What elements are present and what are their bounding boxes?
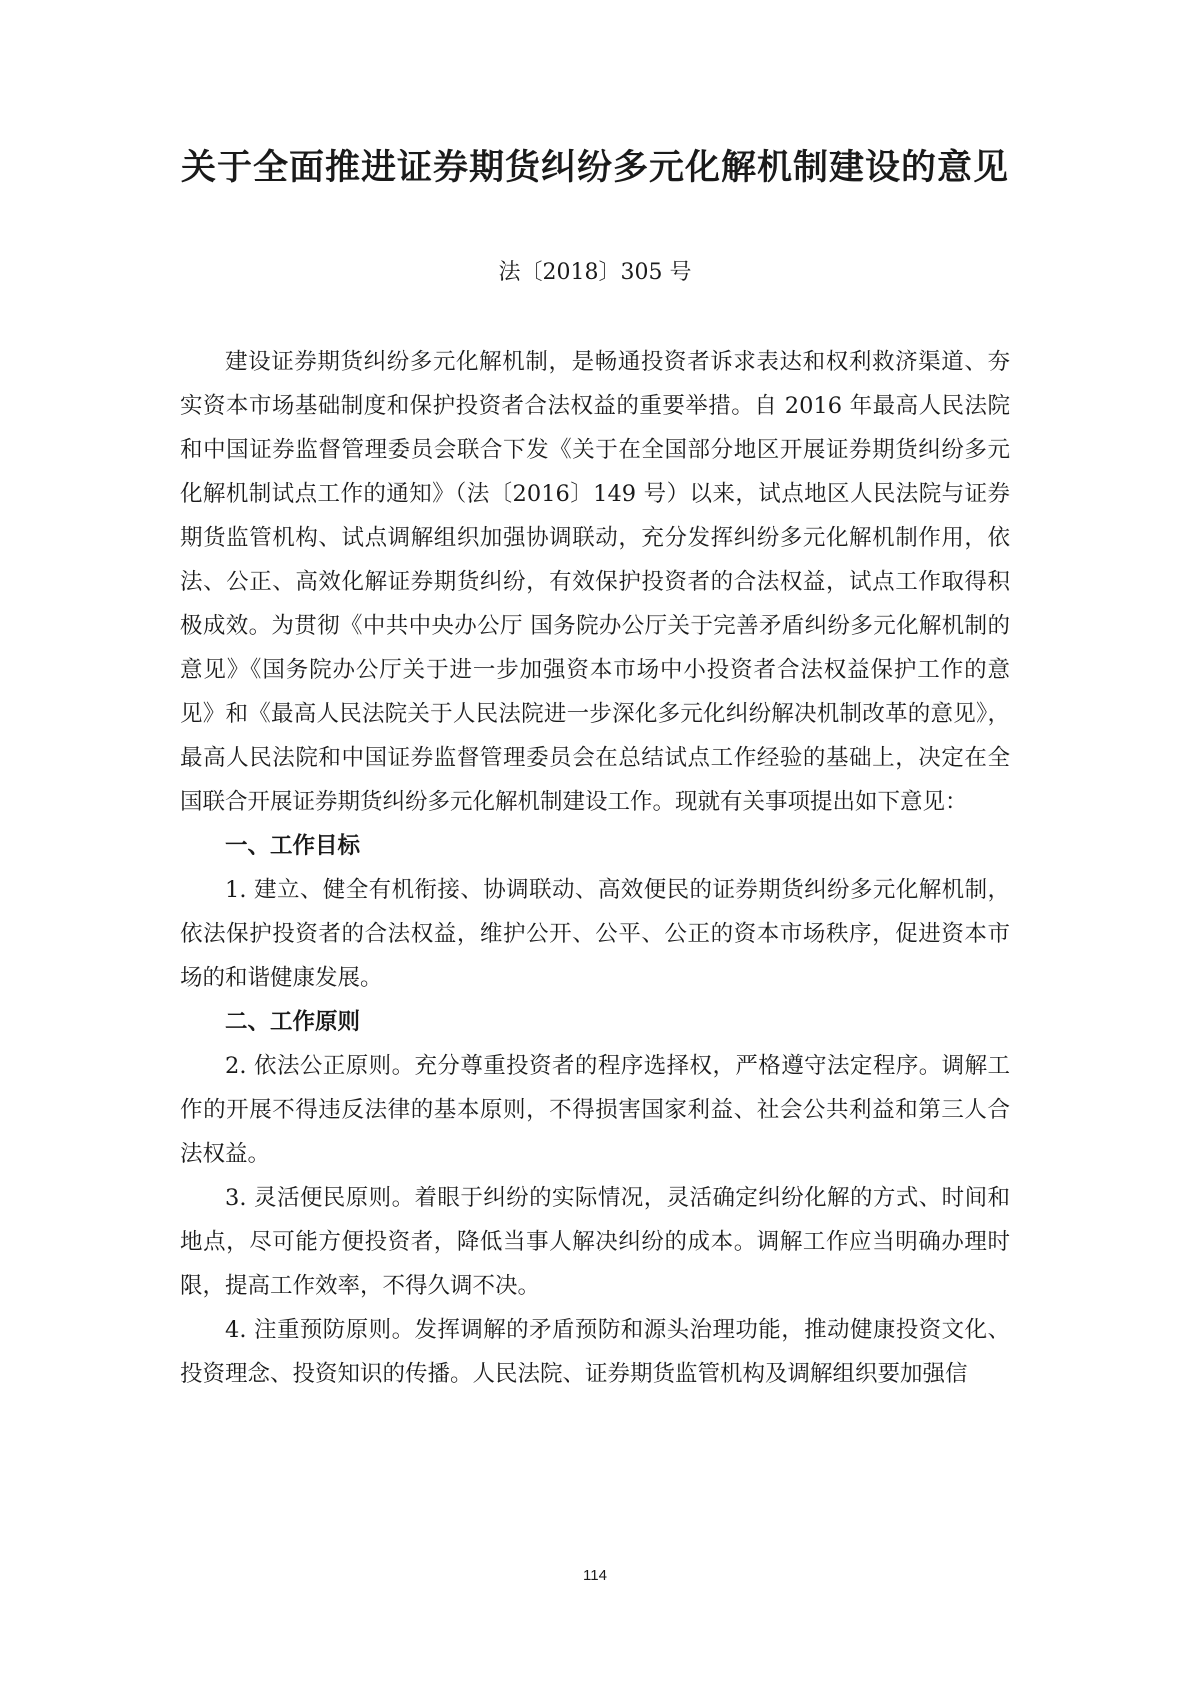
- item-4-paragraph: 4. 注重预防原则。发挥调解的矛盾预防和源头治理功能，推动健康投资文化、投资理念、投资知识的传播。人民法院、证券期货监管机构及调解组织要加强信: [180, 1317, 1010, 1387]
- document-number: 法〔2018〕305 号: [498, 260, 692, 285]
- item-3-paragraph: 3. 灵活便民原则。着眼于纠纷的实际情况，灵活确定纠纷化解的方式、时间和地点，尽可能方便投资者，降低当事人解决纠纷的成本。调解工作应当明确办理时限，提高工作效率，不得久调不决。: [180, 1185, 1010, 1299]
- intro-paragraph: 建设证券期货纠纷多元化解机制，是畅通投资者诉求表达和权利救济渠道、夯实资本市场基础制度和保护投资者合法权益的重要举措。自 2016 年最高人民法院和中国证券监督管理委员会联合下发《关于在全国部分地区开展证券期货纠纷多元化解机制试点工作的通知》（法〔2016〕149 号）以来，试点地区人民法院与证券期货监管机构、试点调解组织加强协调联动，充分发挥纠纷多元化解机制作用，依法、公正、高效化解证券期货纠纷，有效保护投资者的合法权益，试点工作取得积极成效。为贯彻《中共中央办公厅 国务院办公厅关于完善矛盾纠纷多元化解机制的意见》《国务院办公厅关于进一步加强资本市场中小投资者合法权益保护工作的意见》和《最高人民法院关于人民法院进一步深化多元化纠纷解决机制改革的意见》，最高人民法院和中国证券监督管理委员会在总结试点工作经验的基础上，决定在全国联合开展证券期货纠纷多元化解机制建设工作。现就有关事项提出如下意见：: [180, 349, 1010, 815]
- section-heading-principles: 二、工作原则: [225, 1009, 361, 1035]
- page-number: 114: [583, 1567, 607, 1584]
- page-title: 关于全面推进证券期货纠纷多元化解机制建设的意见: [180, 148, 1009, 188]
- item-1-paragraph: 1. 建立、健全有机衔接、协调联动、高效便民的证券期货纠纷多元化解机制，依法保护投资者的合法权益，维护公开、公平、公正的资本市场秩序，促进资本市场的和谐健康发展。: [180, 877, 1010, 991]
- document-body: [180, 340, 1010, 1396]
- item-2-paragraph: 2. 依法公正原则。充分尊重投资者的程序选择权，严格遵守法定程序。调解工作的开展不得违反法律的基本原则，不得损害国家利益、社会公共利益和第三人合法权益。: [180, 1053, 1010, 1167]
- section-heading-goals: 一、工作目标: [225, 833, 361, 859]
